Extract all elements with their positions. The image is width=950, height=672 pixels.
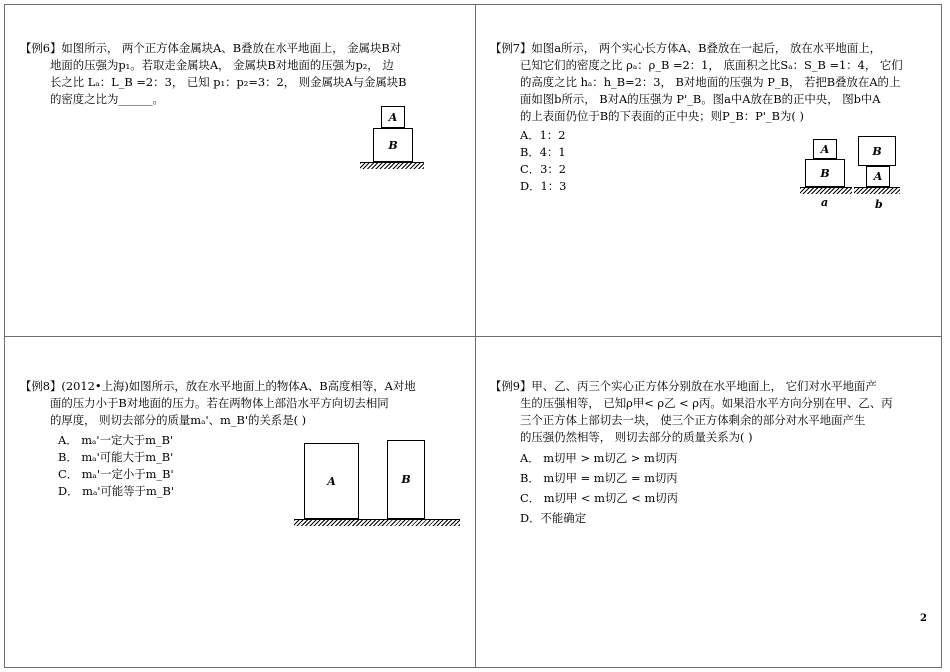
q9-option-a: A． m切甲 > m切乙 > m切丙 (520, 451, 678, 465)
q9-option-b: B． m切甲 = m切乙 = m切丙 (520, 471, 678, 485)
q7-ground-a (800, 187, 852, 194)
q8-line-1: 【例8】(2012•上海)如图所示，放在水平地面上的物体A、B高度相等，A对地 (20, 379, 416, 393)
q8-option-a: A． mₐ'一定大于m_B' (58, 433, 174, 447)
q9-line-1: 【例9】甲、乙、丙三个实心正方体分别放在水平地面上， 它们对水平地面产 (490, 379, 877, 393)
q8-block-a: A (304, 443, 359, 519)
q8-line-2: 面的压力小于B对地面的压力。若在两物体上部沿水平方向切去相同 (50, 396, 389, 410)
q7-option-d: D．1：3 (520, 179, 567, 193)
q7-ground-b (854, 187, 900, 194)
q6-figure (360, 104, 430, 166)
q9-line-4: 的压强仍然相等， 则切去部分的质量关系为( ) (520, 430, 753, 444)
q7-label-a: a (821, 196, 829, 209)
q8-figure (294, 440, 464, 528)
q7-fig-a-block-b: B (805, 159, 845, 187)
question-9 (490, 378, 893, 527)
page-number: 2 (920, 613, 927, 624)
q8-option-c: C． mₐ'一定小于m_B' (58, 467, 174, 481)
q7-line-5: 的上表面仍位于B的下表面的正中央；则P_B：P'_B为( ) (520, 109, 804, 123)
q7-option-b: B．4：1 (520, 145, 566, 159)
q6-line-1: 【例6】如图所示， 两个正方体金属块A、B叠放在水平地面上， 金属块B对 (20, 41, 402, 55)
q9-line-3: 三个正方体上部切去一块， 使三个正方体剩余的部分对水平地面产生 (520, 413, 866, 427)
q6-line-3: 长之比 Lₐ：L_B =2：3， 已知 p₁：p₂=3：2， 则金属块A与金属块B (50, 75, 407, 89)
question-6 (20, 40, 407, 108)
q6-block-b: B (373, 128, 413, 162)
q7-line-3: 的高度之比 hₐ：h_B=2：3， B对地面的压强为 P_B， 若把B叠放在A的上 (520, 75, 901, 89)
q7-fig-a-block-a: A (813, 139, 837, 159)
q6-ground (360, 162, 424, 169)
q8-block-b: B (387, 440, 425, 519)
q7-option-c: C．3：2 (520, 162, 566, 176)
q6-block-a: A (381, 106, 405, 128)
q7-fig-b-block-a: A (866, 166, 890, 187)
q7-option-a: A．1：2 (520, 128, 566, 142)
q8-ground (294, 519, 460, 526)
q7-figure (800, 136, 905, 214)
q9-line-2: 生的压强相等， 已知ρ甲< ρ乙 < ρ丙。如果沿水平方向分别在甲、乙、丙 (520, 396, 893, 410)
q6-line-4: 的密度之比为______。 (50, 92, 164, 106)
q7-label-b: b (875, 198, 883, 211)
q9-option-d: D．不能确定 (520, 511, 587, 525)
q8-line-3: 的厚度， 则切去部分的质量mₐ'、m_B'的关系是( ) (50, 413, 307, 427)
q6-line-2: 地面的压强为p₁。若取走金属块A， 金属块B对地面的压强为p₂， 边 (50, 58, 394, 72)
q7-fig-b-block-b: B (858, 136, 896, 166)
q7-line-1: 【例7】如图a所示， 两个实心长方体A、B叠放在一起后， 放在水平地面上， (490, 41, 881, 55)
q7-line-4: 面如图b所示， B对A的压强为 P'_B。图a中A放在B的正中央， 图b中A (520, 92, 881, 106)
q7-line-2: 已知它们的密度之比 ρₐ：ρ_B =2：1， 底面积之比Sₐ：S_B =1：4， 它们 (520, 58, 903, 72)
q9-option-c: C． m切甲 < m切乙 < m切丙 (520, 491, 679, 505)
q8-option-b: B． mₐ'可能大于m_B' (58, 450, 174, 464)
horizontal-divider (4, 336, 942, 337)
q8-option-d: D． mₐ'可能等于m_B' (58, 484, 175, 498)
